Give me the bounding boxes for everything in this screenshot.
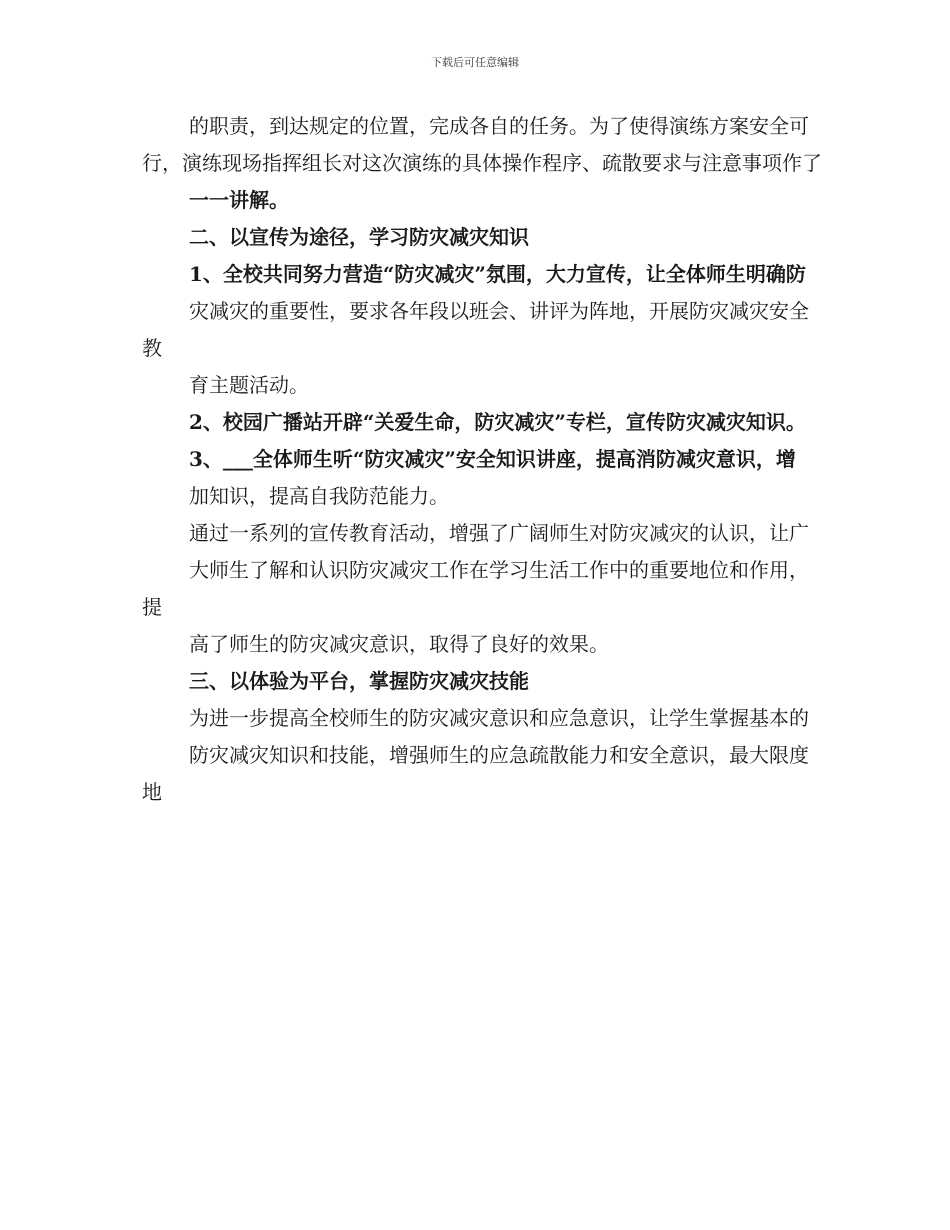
paragraph: 大师生了解和认识防灾减灾工作在学习生活工作中的重要地位和作用，提 xyxy=(142,558,809,619)
paragraph: 灾减灾的重要性，要求各年段以班会、讲评为阵地，开展防灾减灾安全教 xyxy=(142,299,809,360)
paragraph: 为进一步提高全校师生的防灾减灾意识和应急意识，让学生掌握基本的 xyxy=(189,706,809,730)
paragraph: 的职责，到达规定的位置，完成各自的任务。为了使得演练方案安全可行，演练现场指挥组长对这次演练的具体操作程序、疏散要求与注意事项作了 xyxy=(142,114,822,175)
paragraph: 1、全校共同努力营造“防灾减灾”氛围，大力宣传，让全体师生明确防 xyxy=(189,262,806,286)
paragraph: 通过一系列的宣传教育活动，增强了广阔师生对防灾减灾的认识，让广 xyxy=(189,521,809,545)
paragraph: 一一讲解。 xyxy=(189,188,289,212)
section-heading: 二、以宣传为途径，学习防灾减灾知识 xyxy=(189,225,529,249)
document-body xyxy=(142,108,822,811)
paragraph: 2、校园广播站开辟“关爱生命，防灾减灾”专栏，宣传防灾减灾知识。 xyxy=(189,410,806,434)
section-heading: 三、以体验为平台，掌握防灾减灾技能 xyxy=(189,669,529,693)
paragraph: 3、___全体师生听“防灾减灾”安全知识讲座，提高消防减灾意识，增 xyxy=(189,447,796,471)
paragraph: 加知识，提高自我防范能力。 xyxy=(189,484,449,508)
paragraph: 育主题活动。 xyxy=(189,373,309,397)
paragraph: 防灾减灾知识和技能，增强师生的应急疏散能力和安全意识，最大限度地 xyxy=(142,743,809,804)
paragraph: 高了师生的防灾减灾意识，取得了良好的效果。 xyxy=(189,632,609,656)
page-header: 下载后可任意编辑 xyxy=(431,56,519,69)
